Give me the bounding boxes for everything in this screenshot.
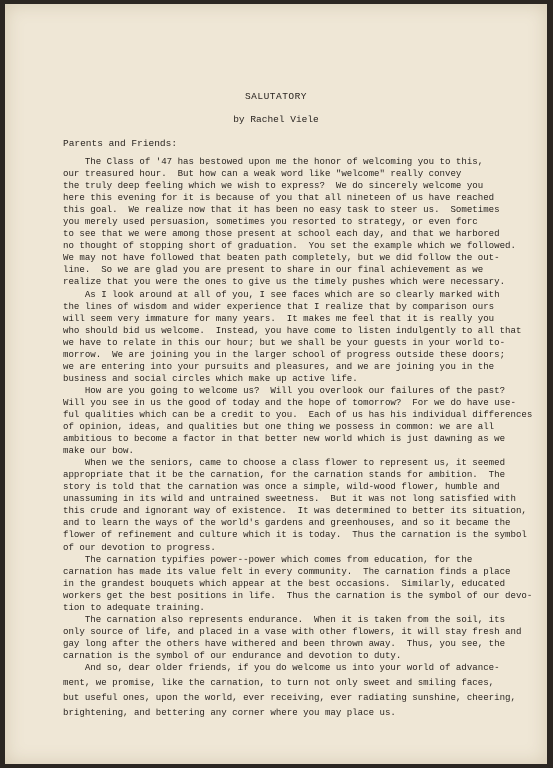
text-line: only source of life, and placed in a vase with other flowers, it will stay fresh and <box>63 625 522 637</box>
text-line: brightening, and bettering any corner where you may place us. <box>63 707 396 719</box>
text-line: make our bow. <box>63 445 134 457</box>
text-line: The Class of '47 has bestowed upon me the honor of welcoming you to this, <box>63 156 484 167</box>
text-line: we are entering into your pursuits and pleasures, and we are joining you in the <box>63 360 495 372</box>
text-line: As I look around at all of you, I see faces which are so clearly marked with <box>63 288 500 300</box>
text-line: unassuming in its wild and untrained sweetness. But it was not long satisfied with <box>63 493 516 505</box>
text-line: of opinion, ideas, and qualities but one thing we possess in common: we are all <box>63 421 495 433</box>
text-line: flower of refinement and culture which it is today. Thus the carnation is the symbol <box>63 529 527 541</box>
text-line: line. So we are glad you are present to share in our final achievement as we <box>63 264 484 276</box>
text-line: our treasured hour. But how can a weak word like "welcome" really convey <box>63 168 462 180</box>
text-line: this goal. We realize now that it has been no easy task to steer us. Sometimes <box>63 204 500 216</box>
text-line: business and social circles which make up active life. <box>63 372 358 384</box>
text-line: When we the seniors, came to choose a class flower to represent us, it seemed <box>63 457 506 469</box>
text-line: tion to adequate training. <box>63 601 205 613</box>
text-line: in the grandest bouquets which appear at the best occasions. Similarly, educated <box>63 577 506 589</box>
text-line: we have to relate in this our hour; but we shall be your guests in your world to- <box>63 336 506 348</box>
speech-body <box>63 156 533 719</box>
text-line: story is told that the carnation was once a simple, wild-wood flower, humble and <box>63 481 500 493</box>
text-line: no thought of stopping short of graduation. You set the example which we followed. <box>63 240 516 252</box>
text-line: here this evening for it is because of you that all nineteen of us have reached <box>63 192 495 204</box>
text-line: ment, we promise, like the carnation, to turn not only sweet and smiling faces, <box>63 677 495 689</box>
text-line: the truly deep feeling which we wish to express? We do sincerely welcome you <box>63 180 484 192</box>
text-line: this crude and ignorant way of existence. It was determined to better its situation, <box>63 505 527 517</box>
document-page <box>5 4 547 764</box>
text-line: The carnation also represents endurance. When it is taken from the soil, its <box>63 613 506 625</box>
author-byline: by Rachel Viele <box>233 114 319 125</box>
text-line: And so, dear older friends, if you do welcome us into your world of advance- <box>63 661 500 673</box>
document-title: SALUTATORY <box>244 91 307 102</box>
text-line: We may not have followed that beaten path completely, but we did follow the out- <box>63 252 500 264</box>
text-line: How are you going to welcome us? Will you overlook our failures of the past? <box>63 384 506 396</box>
text-line: the lines of wisdom and wider experience that I realize that by comparison ours <box>63 300 495 312</box>
text-line: The carnation typifies power--power which comes from education, for the <box>63 553 473 565</box>
text-line: morrow. We are joining you in the larger school of progress outside these doors; <box>63 348 506 360</box>
text-line: ambitious to become a factor in that better new world which is just dawning as we <box>63 433 506 445</box>
text-line: who should bid us welcome. Instead, you have come to listen indulgently to all that <box>63 324 522 336</box>
text-line: ful qualities which can be a credit to you. Each of us has his individual differences <box>63 408 533 420</box>
text-line: Will you see in us the good of today and the hope of tomorrow? For we do have use- <box>63 396 516 408</box>
text-line: but useful ones, upon the world, ever receiving, ever radiating sunshine, cheering, <box>63 692 516 704</box>
text-line: gay long after the others have withered and been thrown away. Thus, you see, the <box>63 637 506 649</box>
text-line: and to learn the ways of the world's gardens and greenhouses, and so it became the <box>63 517 511 529</box>
salutation: Parents and Friends: <box>63 138 178 149</box>
text-line: carnation has made its value felt in every community. The carnation finds a place <box>63 565 511 577</box>
text-line: carnation is the symbol of our endurance and devotion to duty. <box>63 649 402 661</box>
text-line: of our devotion to progress. <box>63 541 216 553</box>
text-line: to see that we were among those present at school each day, and that we harbored <box>63 228 500 240</box>
text-line: realize that you were the ones to give us the timely pushes which were necessary. <box>63 276 506 288</box>
text-line: appropriate that it be the carnation, for the carnation stands for ambition. The <box>63 469 506 481</box>
text-line: will seem very immature for many years. It makes me feel that it is really you <box>63 312 495 324</box>
text-line: you merely used persuasion, sometimes you resorted to strategy, or even forc <box>63 216 478 228</box>
text-line: workers get the best positions in life. Thus the carnation is the symbol of our devo- <box>63 589 533 601</box>
